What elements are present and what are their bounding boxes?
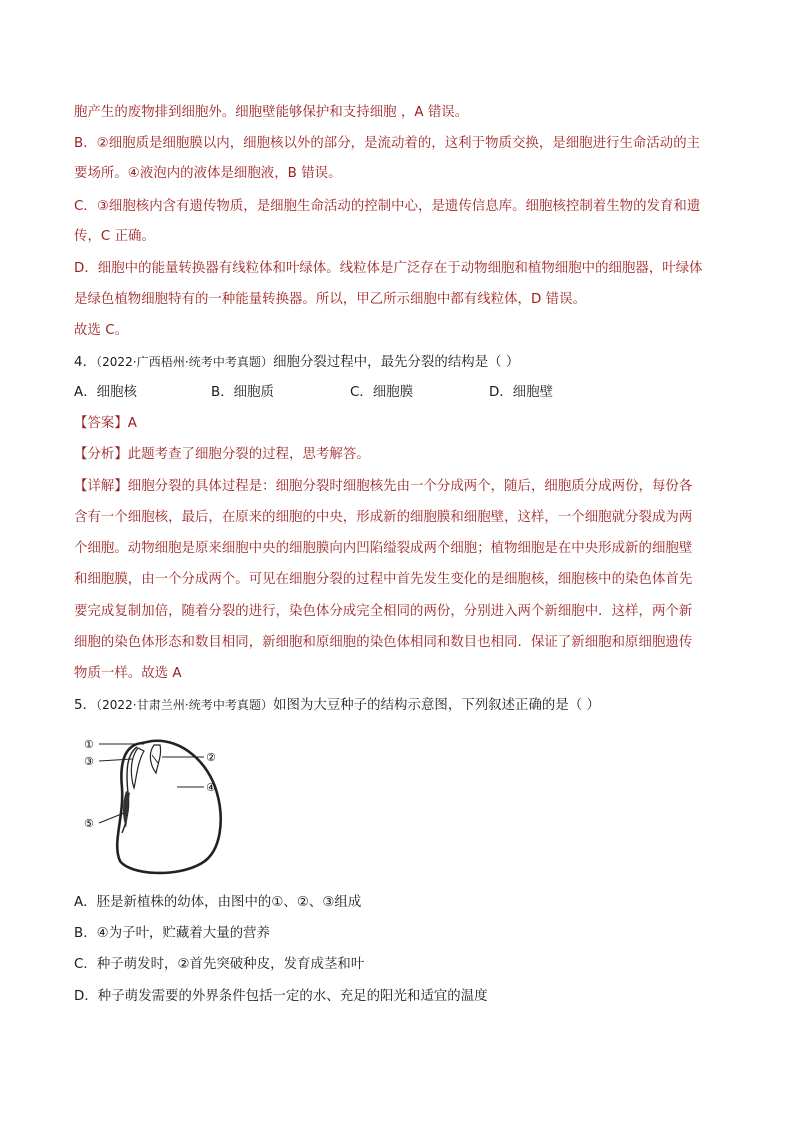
label-2: ② (206, 751, 216, 764)
analysis-text: 此题考查了细胞分裂的过程，思考解答。 (127, 447, 370, 462)
label-3: ③ (84, 755, 94, 768)
analysis-tag: 【分析】 (74, 447, 128, 462)
question-number: 5． (74, 698, 97, 713)
label-5: ⑤ (84, 817, 94, 830)
option-d: D．细胞壁 (489, 385, 554, 400)
explanation-line-5: 传，C 正确。 (74, 229, 155, 244)
detail-text: 细胞分裂的具体过程是：细胞分裂时细胞核先由一个分成两个，随后，细胞质分成两份，每份各 (127, 479, 693, 494)
question-4-stem (74, 352, 734, 373)
explanation-line-8: 故选 C。 (74, 323, 129, 338)
answer-tag: 【答案】 (74, 416, 128, 431)
question-4-detail-line-1 (74, 477, 734, 497)
question-5-option-b: B．④为子叶，贮藏着大量的营养 (74, 926, 271, 941)
explanation-line-3: 要场所。④液泡内的液体是细胞液，B 错误。 (74, 166, 342, 181)
option-b: B．细胞质 (211, 385, 274, 400)
question-5-option-c: C．种子萌发时，②首先突破种皮，发育成茎和叶 (74, 957, 365, 972)
question-5-option-a: A．胚是新植株的幼体，由图中的①、②、③组成 (74, 895, 362, 910)
question-4-answer (74, 414, 734, 434)
question-source: （2022·广西梧州·统考中考真题） (96, 355, 274, 369)
explanation-line-7: 是绿色植物细胞特有的一种能量转换器。所以，甲乙所示细胞中都有线粒体，D 错误。 (74, 292, 586, 307)
explanation-line-6: D．细胞中的能量转换器有线粒体和叶绿体。线粒体是广泛存在于动物细胞和植物细胞中的细胞器，叶绿体 (74, 261, 703, 276)
option-a: A．细胞核 (74, 385, 137, 400)
question-4-detail-line-4: 和细胞膜，由一个分成两个。可见在细胞分裂的过程中首先发生变化的是细胞核，细胞核中的染色体首先 (74, 572, 693, 587)
hilum-mark (123, 791, 130, 828)
soybean-seed-diagram (82, 733, 242, 878)
answer-value: A (127, 416, 137, 431)
question-5-stem (74, 695, 734, 716)
radicle-shape (131, 748, 144, 788)
soybean-seed-illustration (82, 733, 242, 878)
explanation-line-4: C．③细胞核内含有遗传物质，是细胞生命活动的控制中心，是遗传信息库。细胞核控制着生物的发育和遗 (74, 199, 701, 214)
label-4: ④ (206, 781, 216, 794)
question-number: 4． (74, 355, 97, 370)
question-text: 如图为大豆种子的结构示意图，下列叙述正确的是（ ） (273, 698, 600, 713)
question-4-detail-line-3: 个细胞。动物细胞是原来细胞中央的细胞膜向内凹陷缢裂成两个细胞；植物细胞是在中央形成新的细胞壁 (74, 541, 693, 556)
detail-tag: 【详解】 (74, 479, 128, 494)
question-text: 细胞分裂过程中，最先分裂的结构是（ ） (273, 355, 520, 370)
question-4-detail-line-5: 要完成复制加倍，随着分裂的进行，染色体分成完全相同的两份，分别进入两个新细胞中．这样，两个新 (74, 604, 693, 619)
question-4-detail-line-6: 细胞的染色体形态和数目相同，新细胞和原细胞的染色体相同和数目也相同．保证了新细胞和原细胞遗传 (74, 635, 693, 650)
question-source: （2022·甘肃兰州·统考中考真题） (96, 698, 274, 712)
option-c: C．细胞膜 (350, 385, 414, 400)
question-5-option-d: D．种子萌发需要的外界条件包括一定的水、充足的阳光和适宜的温度 (74, 989, 488, 1004)
question-4-analysis (74, 445, 734, 465)
question-4-detail-line-2: 含有一个细胞核，最后，在原来的细胞的中央，形成新的细胞膜和细胞壁，这样，一个细胞就分裂成为两 (74, 510, 693, 525)
explanation-line-2: B．②细胞质是细胞膜以内，细胞核以外的部分，是流动着的，这利于物质交换，是细胞进行生命活动的主 (74, 136, 701, 151)
explanation-line-1: 胞产生的废物排到细胞外。细胞壁能够保护和支持细胞 ，A 错误。 (74, 105, 469, 120)
question-4-detail-line-7: 物质一样。故选 A (74, 666, 182, 681)
label-1: ① (84, 738, 94, 751)
